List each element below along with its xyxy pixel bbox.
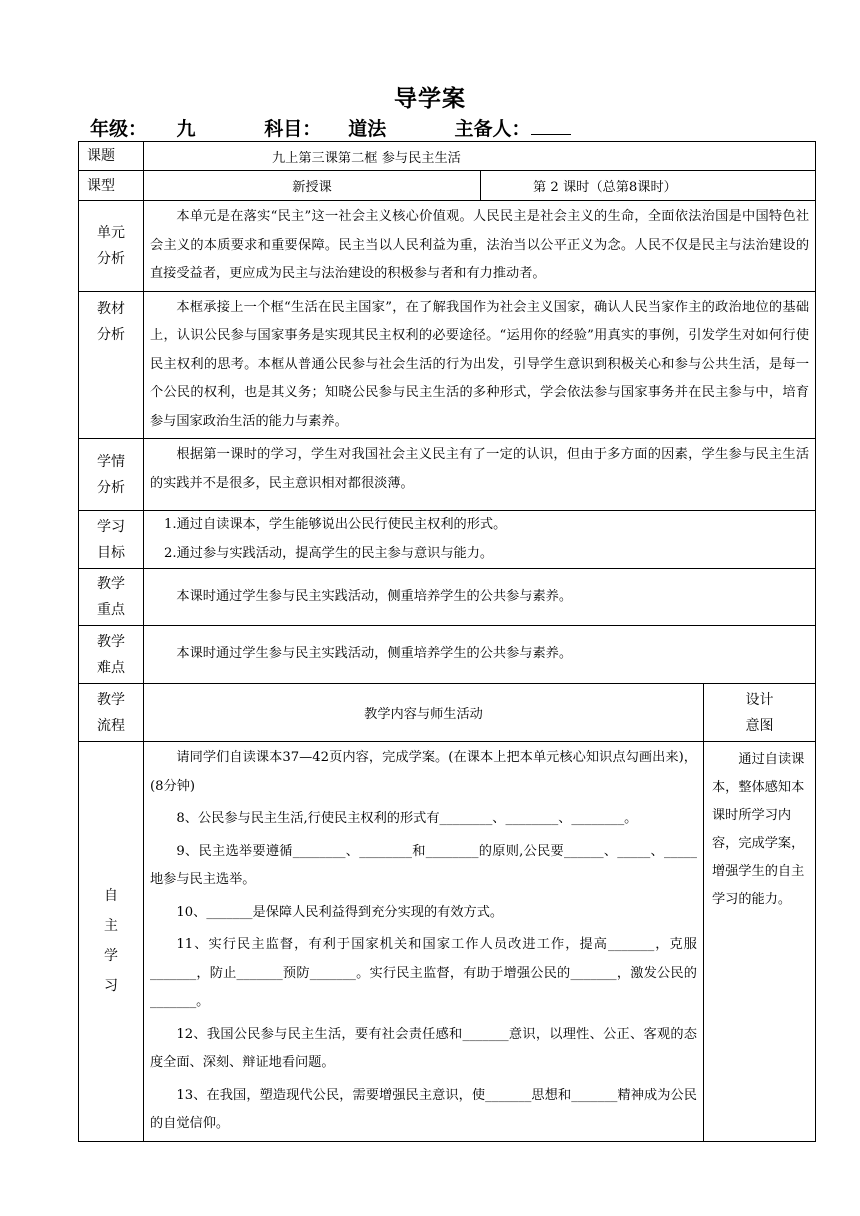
preparer-value — [531, 134, 571, 135]
header-meta — [90, 114, 571, 142]
row-material — [79, 291, 816, 439]
flow-intent-header: 设计意图 — [704, 684, 816, 742]
self-study-line: 8、公民参与民主生活,行使民主权利的形式有________、________、________。 — [176, 811, 638, 826]
self-study-line: 11、实行民主监督，有利于国家机关和国家工作人员改进工作，提高_______，克服_______，防止_______预防_______。实行民主监督，有助于增强公民的_______，激发公民的_______。 — [150, 937, 697, 1009]
goals-label: 学习目标 — [79, 511, 144, 569]
self-study-line: 12、我国公民参与民主生活，要有社会责任感和_______意识，以理性、公正、客观的态度全面、深刻、辩证地看问题。 — [150, 1026, 697, 1070]
type-value: 新授课 — [144, 171, 481, 201]
row-type — [79, 171, 816, 201]
difficult-label: 教学难点 — [79, 626, 144, 684]
preparer-label: 主备人： — [454, 118, 531, 140]
self-study-line: 13、在我国，塑造现代公民，需要增强民主意识，使_______思想和_______精神成为公民的自觉信仰。 — [150, 1087, 697, 1131]
self-study-content — [144, 742, 704, 1142]
row-flow — [79, 684, 816, 742]
material-text: 本框承接上一个框“生活在民主国家”，在了解我国作为社会主义国家，确认人民当家作主的政治地位的基础上，认识公民参与国家事务是实现其民主权利的必要途径。“运用你的经验”用真实的事例，引发学生对如何行使民主权利的思考。本框从普通公民参与社会生活的行为出发，引导学生意识到积极关心和参与公共生活，是每一个公民的权利，也是其义务；知晓公民参与民主生活的多种形式，学会依法参与国家事务并在民主参与中，培育参与国家政治生活的能力与素养。 — [144, 291, 816, 439]
flow-content-header: 教学内容与师生活动 — [144, 684, 704, 742]
row-students — [79, 439, 816, 511]
unit-text: 本单元是在落实“民主”这一社会主义核心价值观。人民民主是社会主义的生命，全面依法治国是中国特色社会主义的本质要求和重要保障。民主当以人民利益为重，法治当以公平正义为念。人民不仅是民主与法治建设的直接受益者，更应成为民主与法治建设的积极参与者和有力推动者。 — [144, 201, 816, 292]
goals-list — [144, 511, 816, 569]
grade-label: 年级： — [90, 118, 148, 140]
row-unit — [79, 201, 816, 292]
row-topic — [79, 142, 816, 171]
self-study-line: 请同学们自读课本37—42页内容，完成学案。(在课本上把本单元核心知识点勾画出来)，(8分钟) — [150, 750, 697, 794]
row-key — [79, 569, 816, 626]
difficult-text: 本课时通过学生参与民主实践活动，侧重培养学生的公共参与素养。 — [144, 626, 816, 684]
key-label: 教学重点 — [79, 569, 144, 626]
period-value: 第 2 课时（总第8课时） — [481, 171, 816, 201]
flow-label: 教学流程 — [79, 684, 144, 742]
row-difficult — [79, 626, 816, 684]
material-label: 教材分析 — [79, 291, 144, 439]
subject-value: 道法 — [321, 114, 413, 142]
goal-item: 1.通过自读课本，学生能够说出公民行使民主权利的形式。 — [164, 517, 507, 532]
students-text: 根据第一课时的学习，学生对我国社会主义民主有了一定的认识，但由于多方面的因素，学生参与民主生活的实践并不是很多，民主意识相对都很淡薄。 — [144, 439, 816, 511]
self-study-intent: 通过自读课本，整体感知本课时所学习内容，完成学案，增强学生的自主学习的能力。 — [704, 742, 816, 1142]
row-goals — [79, 511, 816, 569]
students-label: 学情分析 — [79, 439, 144, 511]
self-study-line: 10、_______是保障人民利益得到充分实现的有效方式。 — [176, 904, 504, 920]
lesson-table — [78, 141, 816, 1142]
page-title: 导学案 — [394, 85, 466, 112]
self-study-line: 9、民主选举要遵循________、________和________的原则,公民要______、_____、_____地参与民主选举。 — [150, 843, 697, 887]
type-label: 课型 — [79, 171, 144, 201]
topic-value: 九上第三课第二框 参与民主生活 — [144, 142, 816, 171]
goal-item: 2.通过参与实践活动，提高学生的民主参与意识与能力。 — [164, 545, 494, 561]
grade-value: 九 — [147, 114, 225, 142]
self-study-label: 自主学习 — [79, 742, 144, 1142]
key-text: 本课时通过学生参与民主实践活动，侧重培养学生的公共参与素养。 — [144, 569, 816, 626]
subject-label: 科目： — [264, 118, 322, 140]
row-self-study — [79, 742, 816, 1142]
topic-label: 课题 — [79, 142, 144, 171]
unit-label: 单元分析 — [79, 201, 144, 292]
